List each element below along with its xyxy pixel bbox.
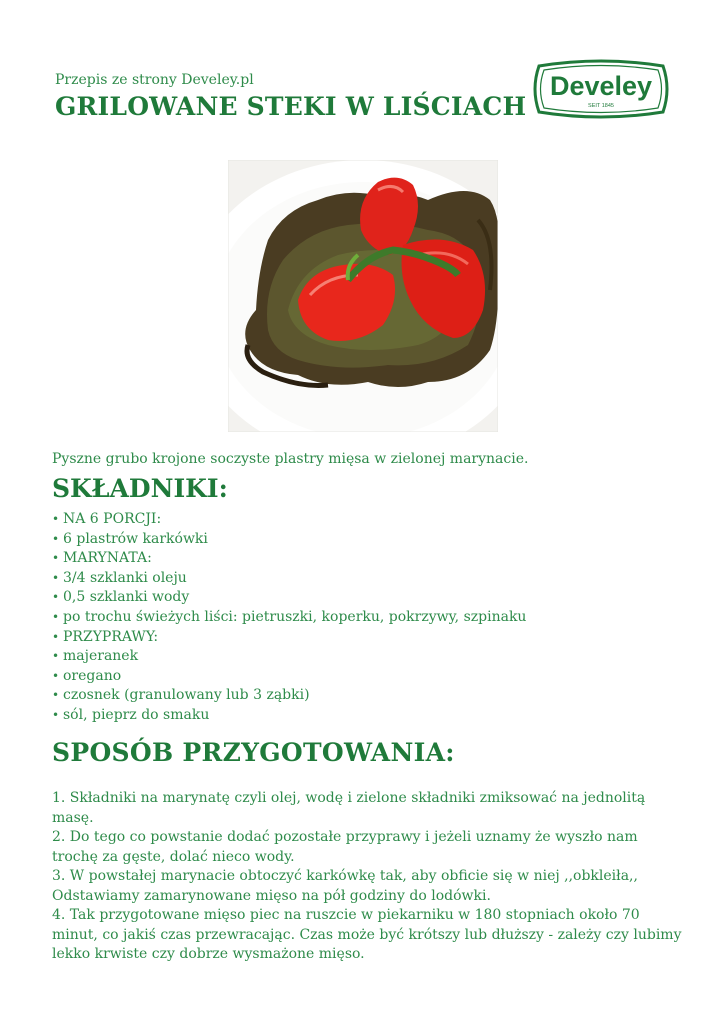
- list-item: • majeranek: [52, 647, 526, 667]
- step-3: 3. W powstałej marynacie obtoczyć karkówkę tak, aby obficie się w niej ,,obkleiła,, Odstawiamy zamarynowane mięso na pół godziny do lodówki.: [52, 868, 638, 904]
- list-item: • sól, pieprz do smaku: [52, 706, 526, 726]
- list-item: • 3/4 szklanki oleju: [52, 569, 526, 589]
- logo-since-text: SEIT 1845: [588, 103, 614, 109]
- list-item: • po trochu świeżych liści: pietruszki, koperku, pokrzywy, szpinaku: [52, 608, 526, 628]
- recipe-source: Przepis ze strony Develey.pl: [55, 72, 254, 88]
- preparation-heading: SPOSÓB PRZYGOTOWANIA:: [52, 738, 455, 767]
- preparation-steps: [52, 789, 682, 965]
- list-item: • MARYNATA:: [52, 549, 526, 569]
- list-item: • oregano: [52, 667, 526, 687]
- list-item: • PRZYPRAWY:: [52, 628, 526, 648]
- develey-logo: [533, 58, 669, 120]
- step-2: 2. Do tego co powstanie dodać pozostałe przyprawy i jeżeli uznamy że wyszło nam trochę za gęste, dolać nieco wody.: [52, 829, 638, 865]
- step-1: 1. Składniki na marynatę czyli olej, wodę i zielone składniki zmiksować na jednolitą masę.: [52, 790, 646, 826]
- ingredients-heading: SKŁADNIKI:: [52, 474, 228, 503]
- recipe-description: Pyszne grubo krojone soczyste plastry mięsa w zielonej marynacie.: [52, 451, 529, 467]
- list-item: • 6 plastrów karkówki: [52, 530, 526, 550]
- list-item: • 0,5 szklanki wody: [52, 588, 526, 608]
- list-item: • NA 6 PORCJI:: [52, 510, 526, 530]
- recipe-photo: [228, 160, 498, 432]
- recipe-title: GRILOWANE STEKI W LIŚCIACH: [55, 92, 527, 121]
- step-4: 4. Tak przygotowane mięso piec na ruszcie w piekarniku w 180 stopniach około 70 minut, co jakiś czas przewracając. Czas może być krótszy lub dłuższy - zależy czy lubimy lekko krwiste czy dobrze wysmażone mięso.: [52, 907, 682, 962]
- ingredients-list: [52, 510, 526, 726]
- logo-brand-text: Develey: [549, 71, 653, 101]
- list-item: • czosnek (granulowany lub 3 ząbki): [52, 686, 526, 706]
